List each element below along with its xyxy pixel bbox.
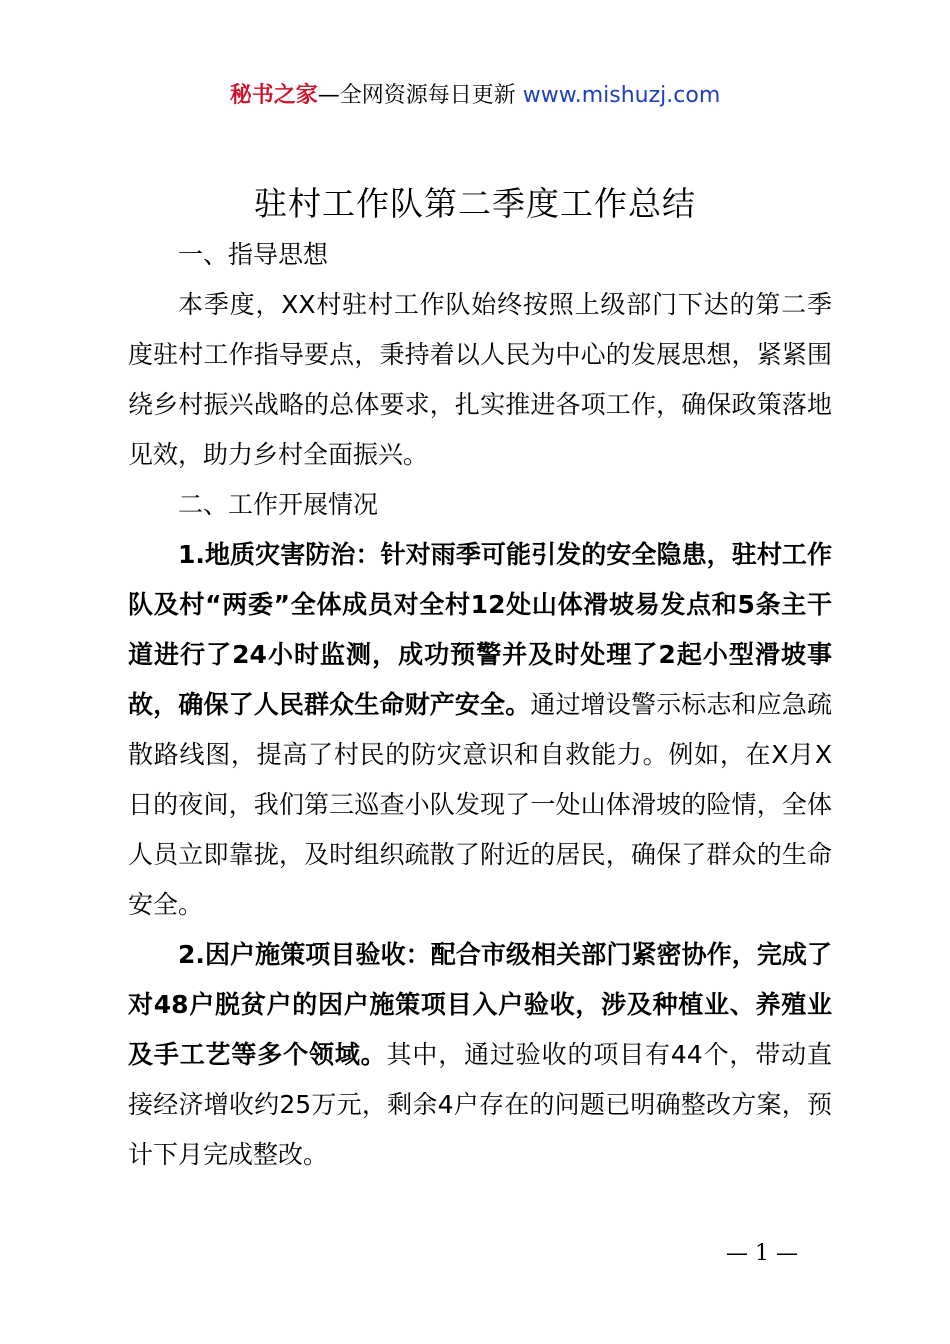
paragraph-guiding-thought: 本季度，XX村驻村工作队始终按照上级部门下达的第二季度驻村工作指导要点，秉持着以人民为中心的发展思想，紧紧围绕乡村振兴战略的总体要求，扎实推进各项工作，确保政策落地见效，助力乡村全面振兴。 [128, 290, 832, 469]
page-number: — 1 — [726, 1241, 798, 1266]
document-title: 驻村工作队第二季度工作总结 [254, 184, 696, 223]
section-heading-guiding-thought: 一、指导思想 [178, 240, 329, 269]
paragraph-project-acceptance-detail: 其中，通过验收的项目有44个，带动直接经济增收约25万元，剩余4户存在的问题已明确整改方案，预计下月完成整改。 [128, 1040, 832, 1169]
site-header [0, 80, 950, 112]
brand-name: 秘书之家 [229, 83, 318, 108]
paragraph-disaster-prevention-lead: 1.地质灾害防治：针对雨季可能引发的安全隐患，驻村工作队及村“两委”全体成员对全村12处山体滑坡易发点和5条主干道进行了24小时监测，成功预警并及时处理了2起小型滑坡事故，确保了人民群众生命财产安全。 [128, 540, 832, 719]
document-body [128, 230, 832, 1180]
paragraph-project-acceptance-lead: 2.因户施策项目验收：配合市级相关部门紧密协作，完成了对48户脱贫户的因户施策项目入户验收，涉及种植业、养殖业及手工艺等多个领域。 [128, 940, 832, 1069]
paragraph-disaster-prevention [128, 530, 832, 930]
section-heading-work-progress: 二、工作开展情况 [178, 490, 379, 519]
site-url-link[interactable]: www.mishuzj.com [522, 83, 721, 108]
paragraph-project-acceptance [128, 930, 832, 1180]
header-tagline: —全网资源每日更新 [317, 83, 523, 108]
paragraph-disaster-prevention-detail: 通过增设警示标志和应急疏散路线图，提高了村民的防灾意识和自救能力。例如，在X月X日的夜间，我们第三巡查小队发现了一处山体滑坡的险情，全体人员立即靠拢，及时组织疏散了附近的居民，确保了群众的生命安全。 [128, 690, 832, 919]
